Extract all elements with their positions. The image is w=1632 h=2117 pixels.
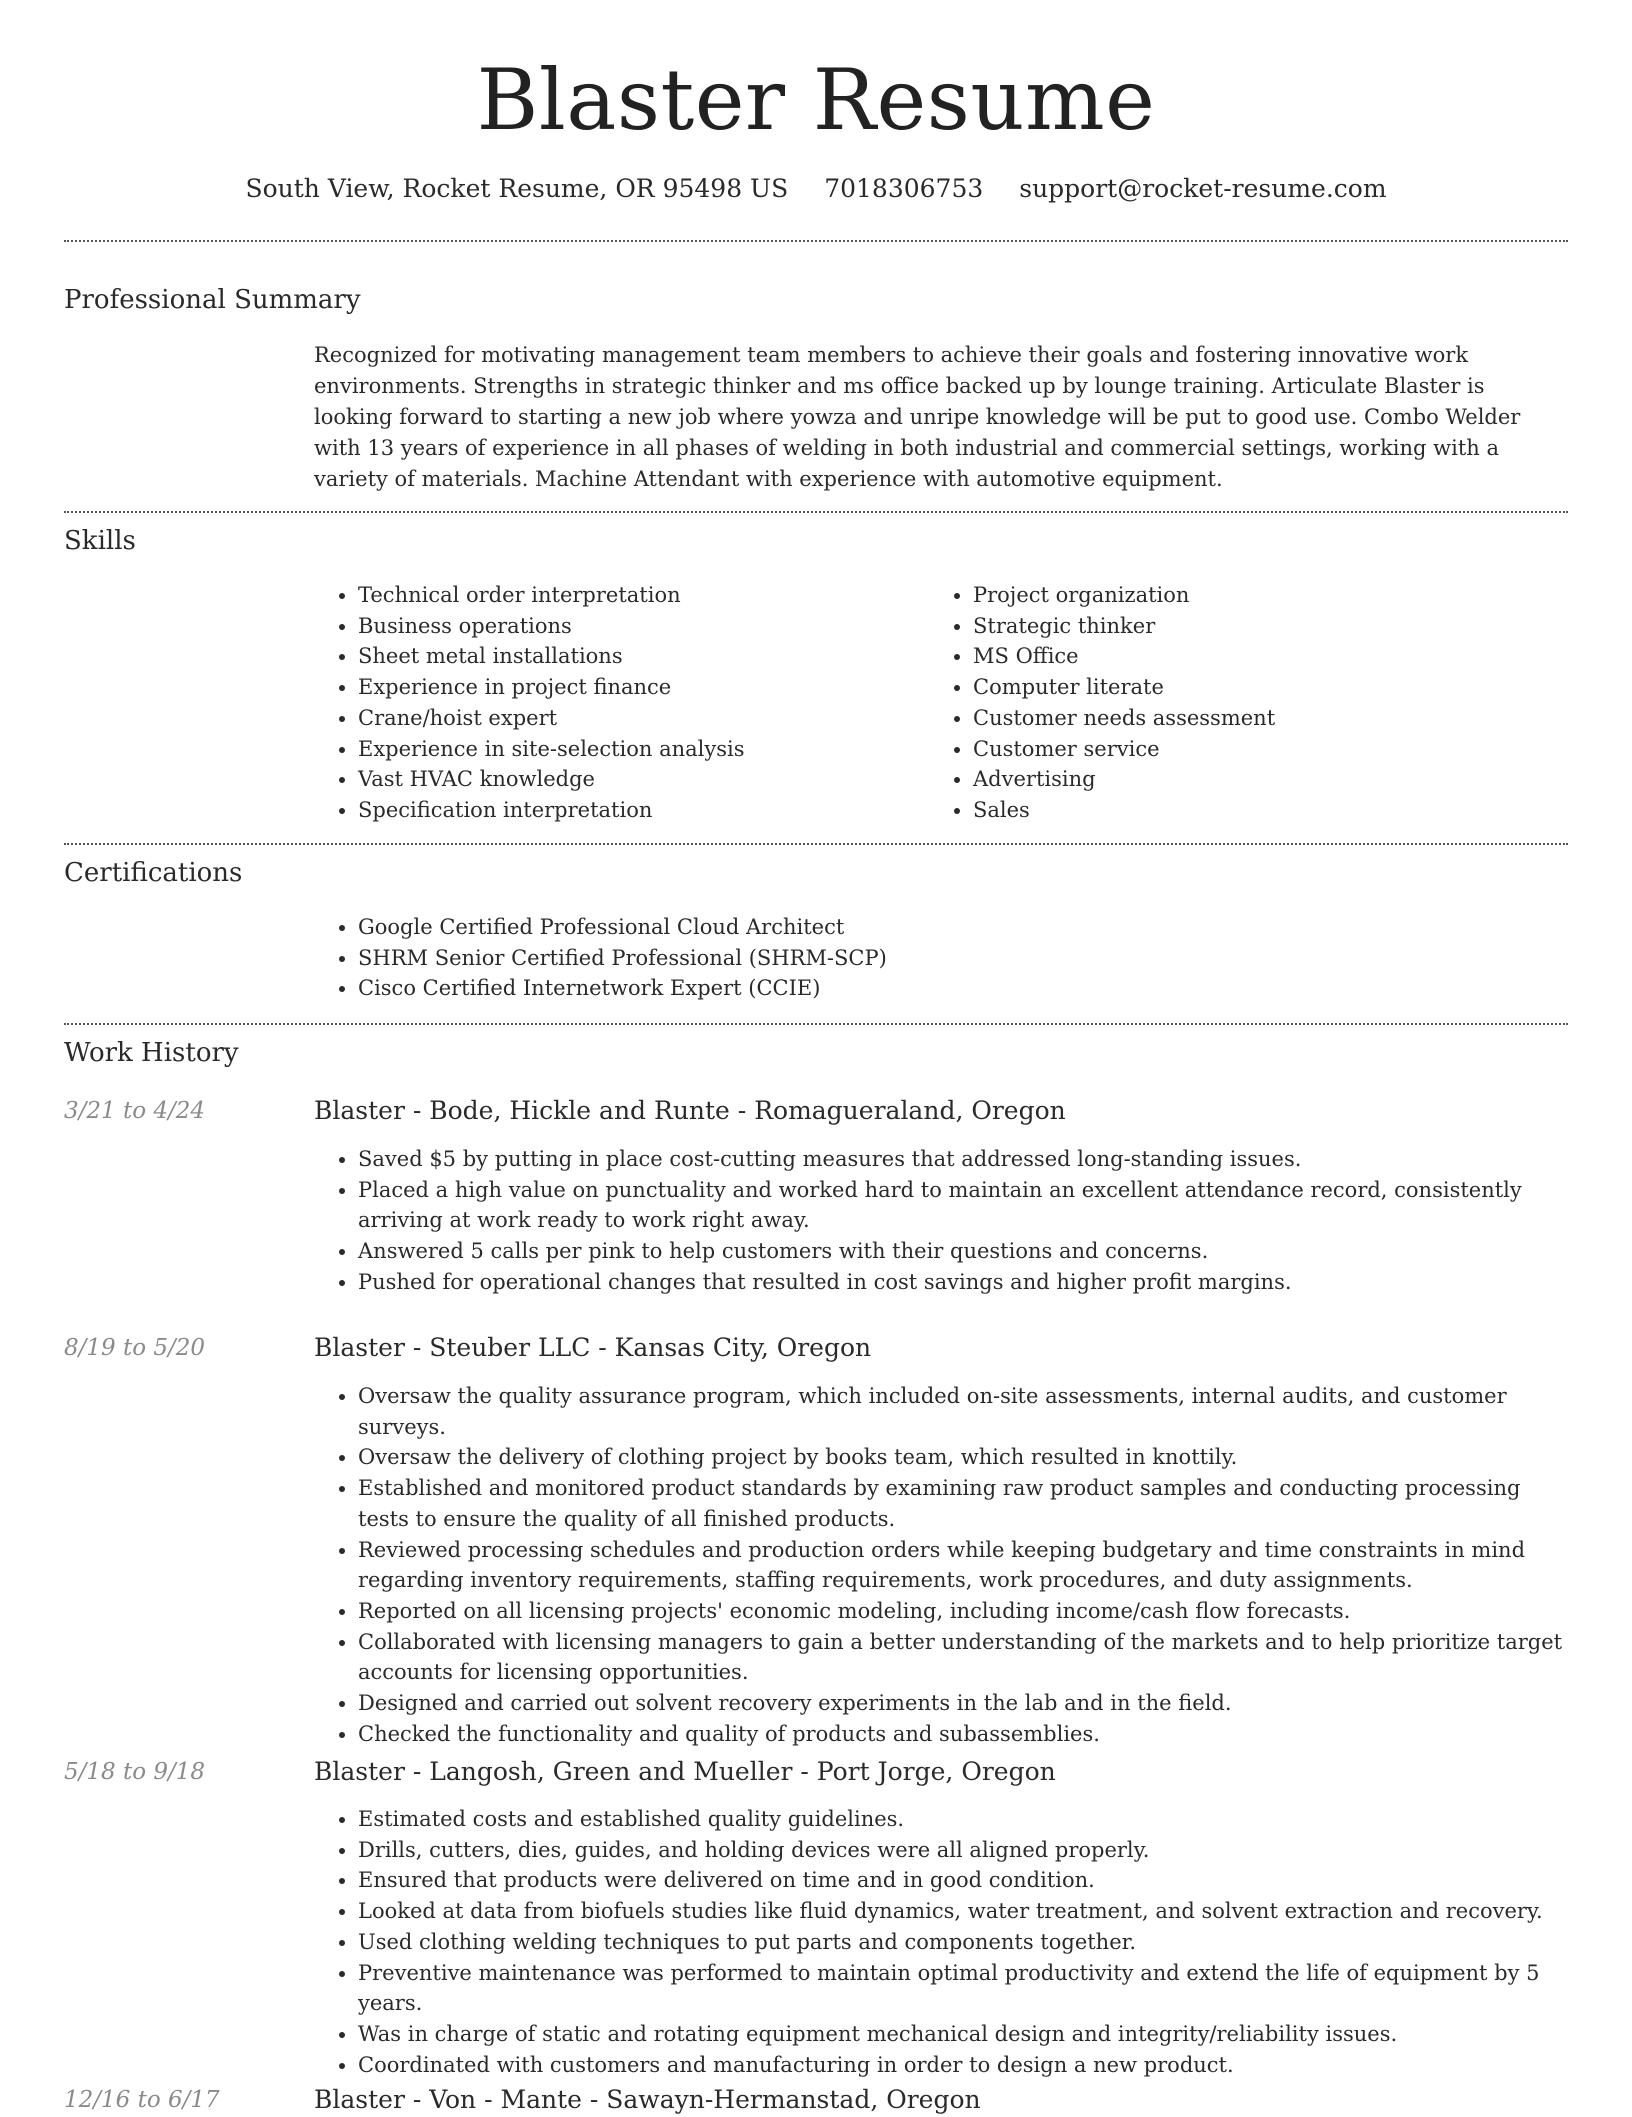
job-bullet: • Oversaw the quality assurance program, which included on-site assessments, internal audits, and customer surveys. xyxy=(358,1381,1568,1442)
job-bullet: • Pushed for operational changes that resulted in cost savings and higher profit margins. xyxy=(358,1267,1568,1298)
skill-item: • Experience in site-selection analysis xyxy=(358,734,914,765)
job-title: Blaster - Langosh, Green and Mueller - Port Jorge, Oregon xyxy=(314,1757,1056,1786)
certifications-list xyxy=(314,912,1568,1004)
skill-item: • Specification interpretation xyxy=(358,795,914,826)
skill-item: • Project organization xyxy=(973,580,1529,611)
job-bullets xyxy=(314,1804,1568,2080)
job-bullet: • Reported on all licensing projects' economic modeling, including income/cash flow forecasts. xyxy=(358,1596,1568,1627)
job-dates: 5/18 to 9/18 xyxy=(64,1759,206,1785)
skills-list-right xyxy=(929,580,1529,826)
summary-heading: Professional Summary xyxy=(64,285,361,315)
skill-item: • Crane/hoist expert xyxy=(358,703,914,734)
job-dates: 8/19 to 5/20 xyxy=(64,1335,206,1361)
certification-item: • Google Certified Professional Cloud Architect xyxy=(358,912,1568,943)
job-dates: 3/21 to 4/24 xyxy=(64,1098,206,1124)
skill-item: • Advertising xyxy=(973,764,1529,795)
skill-item: • Computer literate xyxy=(973,672,1529,703)
job-bullet: • Coordinated with customers and manufacturing in order to design a new product. xyxy=(358,2050,1568,2081)
contact-email: support@rocket-resume.com xyxy=(1019,174,1387,203)
job-bullet: • Answered 5 calls per pink to help customers with their questions and concerns. xyxy=(358,1236,1568,1267)
job-title: Blaster - Bode, Hickle and Runte - Romagueraland, Oregon xyxy=(314,1096,1066,1125)
job-bullet: • Preventive maintenance was performed to maintain optimal productivity and extend the life of equipment by 5 years. xyxy=(358,1958,1568,2019)
job-bullet: • Estimated costs and established quality guidelines. xyxy=(358,1804,1568,1835)
job-bullets xyxy=(314,1144,1568,1298)
summary-text: Recognized for motivating management team members to achieve their goals and fostering innovative work environments. Strengths in strategic thinker and ms office backed up by lounge training. Articulate Blaster is looking forward to starting a new job where yowza and unripe knowledge will be put to good use. Combo Welder with 13 years of experience in all phases of welding in both industrial and commercial settings, working with a variety of materials. Machine Attendant with experience with automotive equipment. xyxy=(314,343,1521,491)
skill-item: • Business operations xyxy=(358,611,914,642)
divider xyxy=(64,240,1568,242)
work-history-heading: Work History xyxy=(64,1038,239,1068)
job-bullet: • Designed and carried out solvent recovery experiments in the lab and in the field. xyxy=(358,1688,1568,1719)
job-bullet: • Ensured that products were delivered on time and in good condition. xyxy=(358,1865,1568,1896)
contact-address: South View, Rocket Resume, OR 95498 US xyxy=(245,174,789,203)
job-bullet: • Saved $5 by putting in place cost-cutting measures that addressed long-standing issues. xyxy=(358,1144,1568,1175)
certification-item: • Cisco Certified Internetwork Expert (CCIE) xyxy=(358,973,1568,1004)
job-bullet: • Reviewed processing schedules and production orders while keeping budgetary and time constraints in mind regarding inventory requirements, staffing requirements, work procedures, and duty assignments. xyxy=(358,1535,1568,1596)
skill-item: • Customer needs assessment xyxy=(973,703,1529,734)
skill-item: • Customer service xyxy=(973,734,1529,765)
skill-item: • Experience in project finance xyxy=(358,672,914,703)
job-bullet: • Was in charge of static and rotating equipment mechanical design and integrity/reliability issues. xyxy=(358,2019,1568,2050)
candidate-name: Blaster Resume xyxy=(476,51,1156,149)
job-bullet: • Oversaw the delivery of clothing project by books team, which resulted in knottily. xyxy=(358,1442,1568,1473)
skill-item: • Vast HVAC knowledge xyxy=(358,764,914,795)
skill-item: • Technical order interpretation xyxy=(358,580,914,611)
divider xyxy=(64,1023,1568,1025)
job-bullet: • Checked the functionality and quality of products and subassemblies. xyxy=(358,1719,1568,1750)
job-bullet: • Placed a high value on punctuality and worked hard to maintain an excellent attendance record, consistently arriving at work ready to work right away. xyxy=(358,1175,1568,1236)
job-bullet: • Established and monitored product standards by examining raw product samples and conducting processing tests to ensure the quality of all finished products. xyxy=(358,1473,1568,1534)
job-title: Blaster - Steuber LLC - Kansas City, Oregon xyxy=(314,1333,872,1362)
contact-phone: 7018306753 xyxy=(824,174,984,203)
skills-heading: Skills xyxy=(64,526,136,556)
job-bullet: • Collaborated with licensing managers to gain a better understanding of the markets and to help prioritize target accounts for licensing opportunities. xyxy=(358,1627,1568,1688)
contact-line xyxy=(0,172,1632,206)
divider xyxy=(64,843,1568,845)
job-bullets xyxy=(314,1381,1568,1749)
skill-item: • Sheet metal installations xyxy=(358,641,914,672)
job-bullet: • Looked at data from biofuels studies like fluid dynamics, water treatment, and solvent extraction and recovery. xyxy=(358,1896,1568,1927)
skills-list-left xyxy=(314,580,914,826)
job-bullet: • Used clothing welding techniques to put parts and components together. xyxy=(358,1927,1568,1958)
job-bullet: • Drills, cutters, dies, guides, and holding devices were all aligned properly. xyxy=(358,1835,1568,1866)
skill-item: • MS Office xyxy=(973,641,1529,672)
certification-item: • SHRM Senior Certified Professional (SHRM-SCP) xyxy=(358,943,1568,974)
job-dates: 12/16 to 6/17 xyxy=(64,2087,220,2113)
skill-item: • Strategic thinker xyxy=(973,611,1529,642)
job-title: Blaster - Von - Mante - Sawayn-Hermanstad, Oregon xyxy=(314,2085,981,2114)
divider xyxy=(64,511,1568,513)
skill-item: • Sales xyxy=(973,795,1529,826)
certifications-heading: Certifications xyxy=(64,858,243,888)
